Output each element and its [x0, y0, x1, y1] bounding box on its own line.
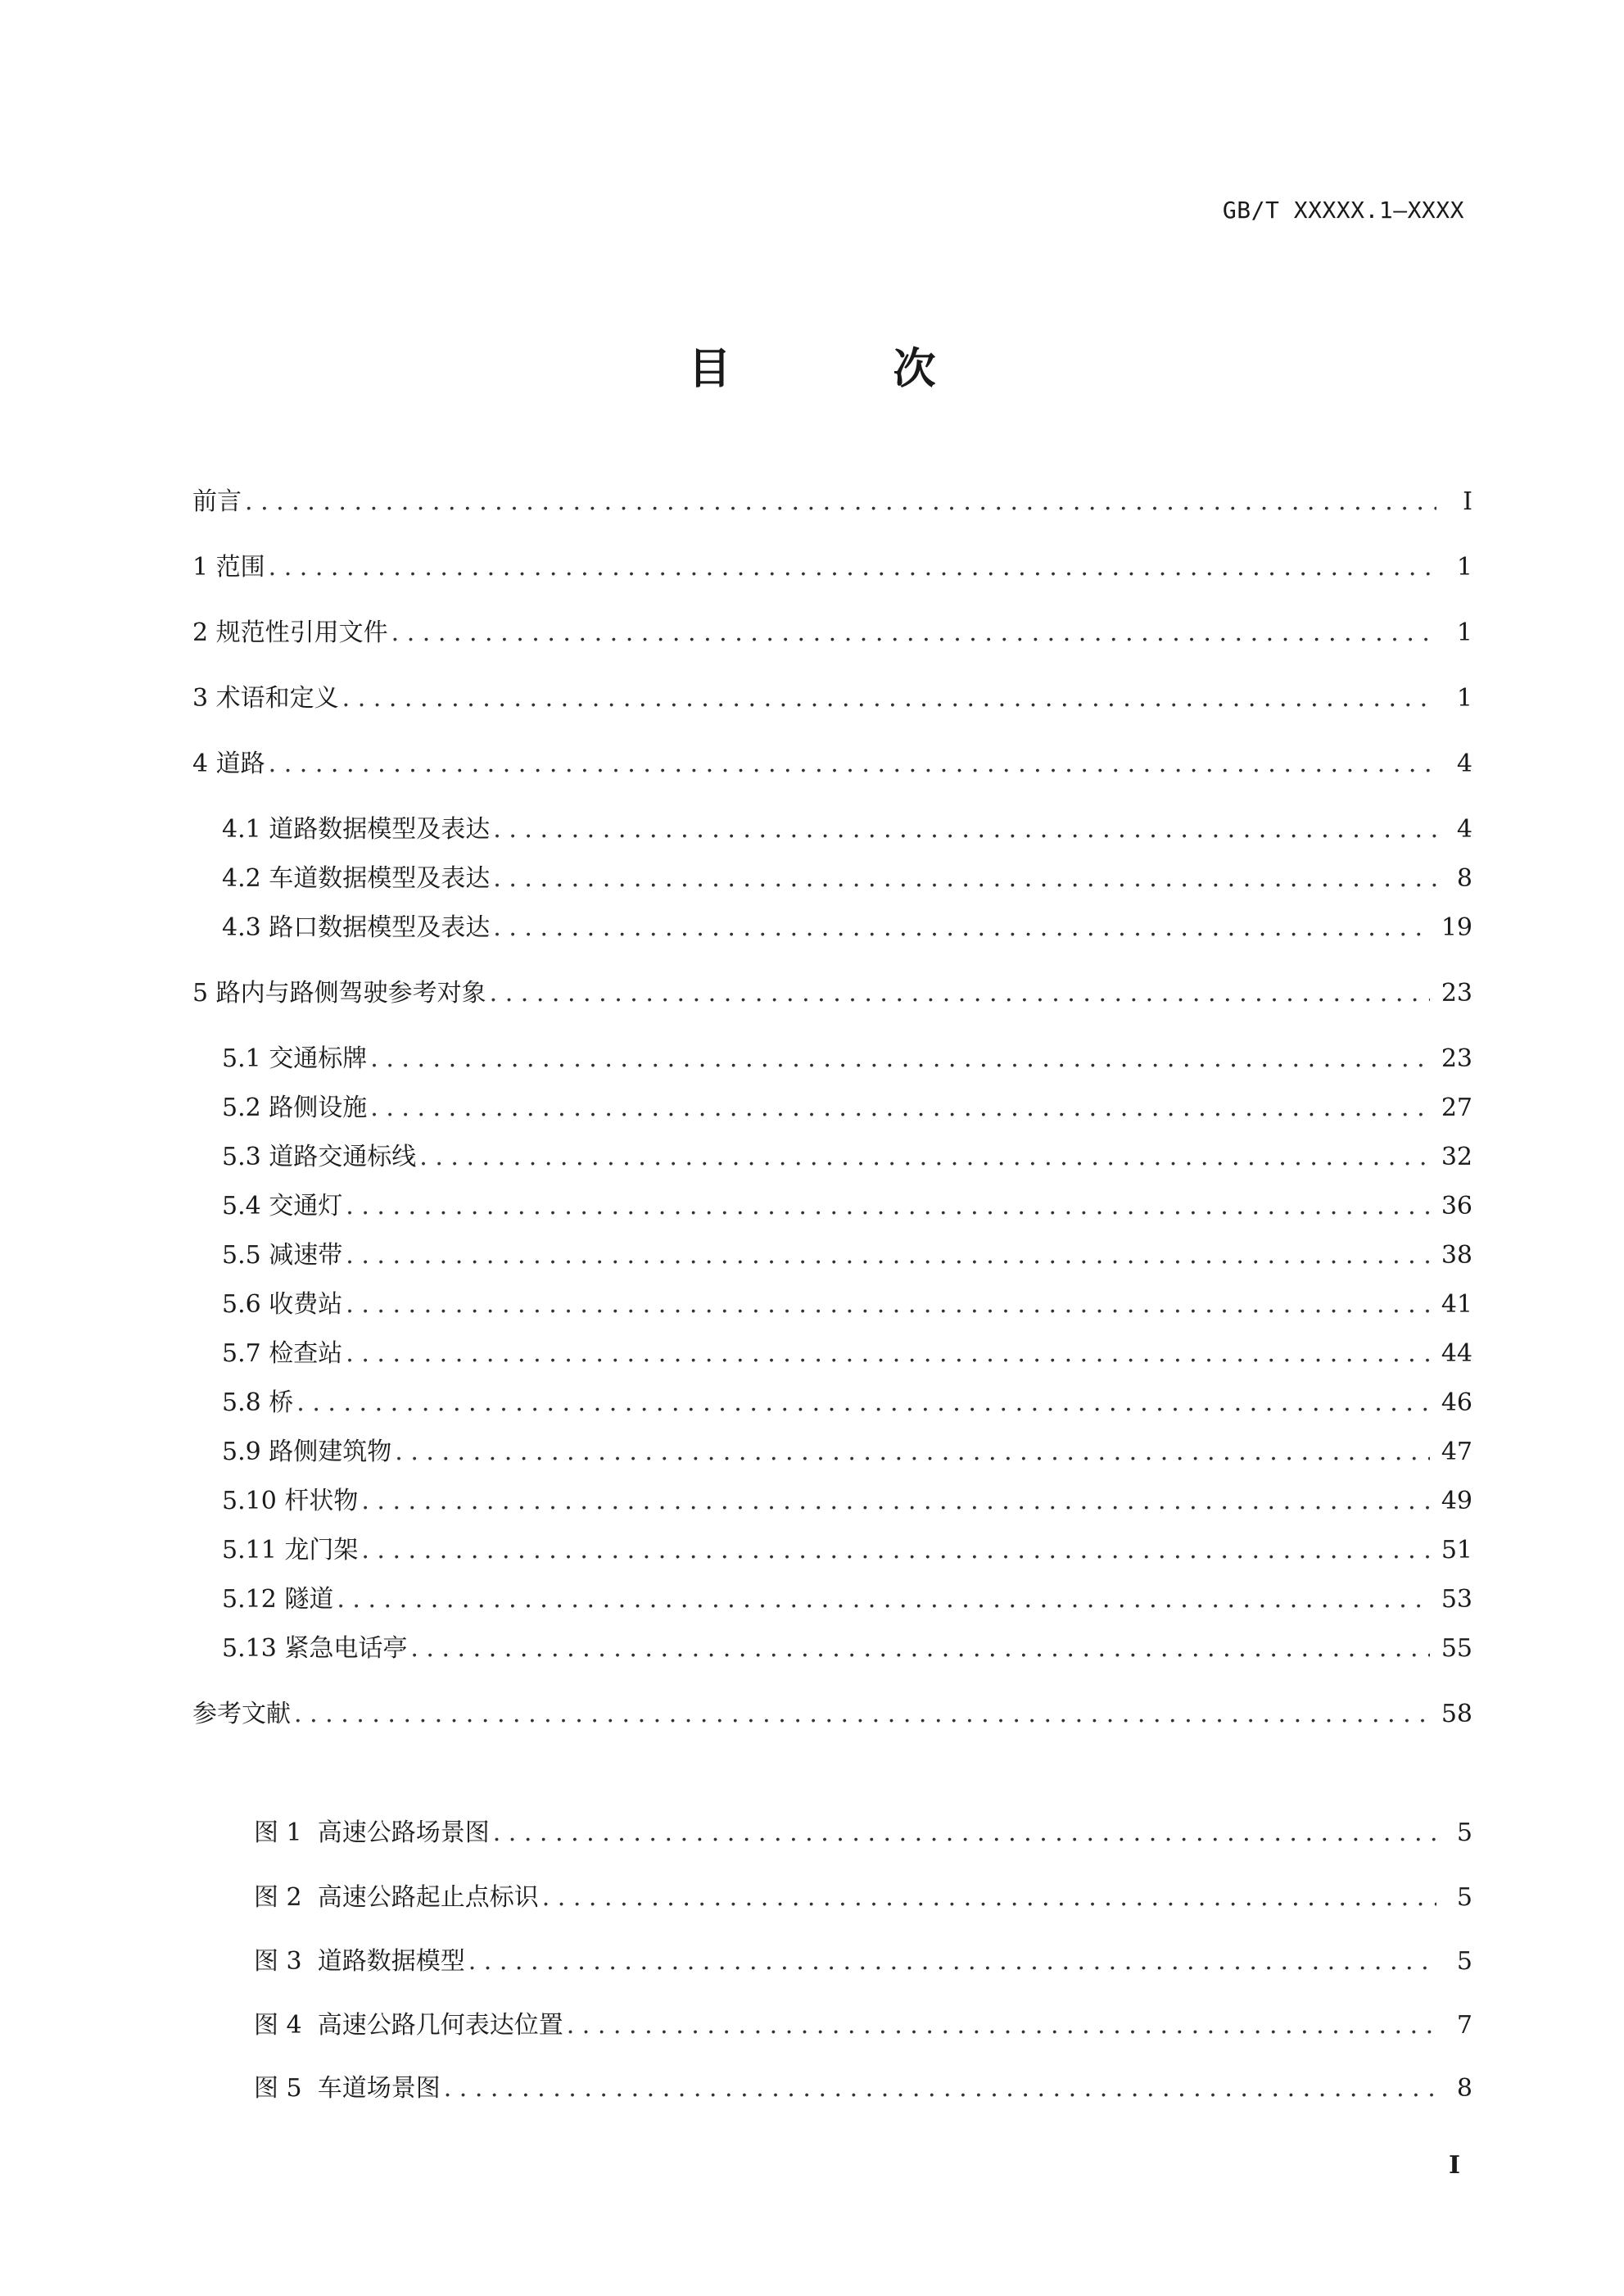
- toc-entry[interactable]: [192, 1698, 1472, 1731]
- toc-entry-label: 3 术语和定义: [192, 684, 339, 713]
- dot-leader: [370, 1043, 1430, 1076]
- toc-entry-label: 5.6 收费站: [222, 1290, 343, 1319]
- dot-leader: [269, 551, 1436, 584]
- toc-subentry[interactable]: [222, 863, 1472, 895]
- dot-leader: [346, 1288, 1430, 1321]
- figure-entry[interactable]: [254, 2009, 1472, 2042]
- dot-leader: [346, 1190, 1430, 1223]
- toc-entry-page: 51: [1441, 1536, 1472, 1565]
- toc-entry-label: 4.3 路口数据模型及表达: [222, 913, 491, 942]
- toc-subentry[interactable]: [222, 1190, 1472, 1223]
- dot-leader: [296, 1387, 1430, 1420]
- toc-entry-label: 5.2 路侧设施: [222, 1094, 368, 1122]
- toc-entry-page: 23: [1441, 1044, 1472, 1073]
- toc-subentry[interactable]: [222, 1387, 1472, 1420]
- dot-leader: [567, 2009, 1436, 2042]
- dot-leader: [419, 1141, 1430, 1174]
- toc-subentry[interactable]: [222, 1239, 1472, 1272]
- toc-entry-page: 38: [1441, 1241, 1472, 1270]
- toc-subentry[interactable]: [222, 1092, 1472, 1125]
- toc-entry-page: 4: [1456, 749, 1472, 778]
- toc-subentry[interactable]: [222, 1043, 1472, 1076]
- toc-subentry[interactable]: [222, 1633, 1472, 1665]
- dot-leader: [493, 912, 1430, 944]
- toc-entry-label: 4.1 道路数据模型及表达: [222, 815, 491, 844]
- toc-entry-page: 36: [1441, 1192, 1472, 1220]
- dot-leader: [493, 813, 1436, 846]
- figure-entry-label: 图 2 高速公路起止点标识: [254, 1883, 539, 1912]
- toc-entry-label: 5.13 紧急电话亭: [222, 1634, 408, 1663]
- toc-entry-label: 5.11 龙门架: [222, 1536, 359, 1565]
- toc-entry-page: 58: [1441, 1700, 1472, 1728]
- figure-entry-page: 5: [1456, 1818, 1472, 1847]
- toc-subentry[interactable]: [222, 912, 1472, 944]
- toc-entry-page: 27: [1441, 1094, 1472, 1122]
- figure-entry-page: 5: [1456, 1883, 1472, 1912]
- dot-leader: [468, 1945, 1436, 1978]
- toc-entry-label: 5 路内与路侧驾驶参考对象: [192, 979, 486, 1008]
- dot-leader: [493, 1817, 1436, 1850]
- toc-entry-label: 5.4 交通灯: [222, 1192, 343, 1220]
- toc-entry-label: 5.10 杆状物: [222, 1487, 359, 1515]
- toc-entry-page: 53: [1441, 1585, 1472, 1614]
- toc-subentry[interactable]: [222, 1583, 1472, 1616]
- figure-entry-page: 8: [1456, 2074, 1472, 2103]
- dot-leader: [493, 863, 1436, 895]
- toc-subentry[interactable]: [222, 1141, 1472, 1174]
- dot-leader: [294, 1698, 1430, 1731]
- toc-entry-label: 5.8 桥: [222, 1388, 294, 1417]
- figure-entry-label: 图 5 车道场景图: [254, 2074, 441, 2103]
- toc-entry[interactable]: [192, 682, 1472, 715]
- toc-entry-page: 4: [1456, 815, 1472, 844]
- figure-entry-page: 7: [1456, 2011, 1472, 2040]
- dot-leader: [444, 2072, 1436, 2105]
- toc-subentry[interactable]: [222, 813, 1472, 846]
- toc-entry-label: 5.3 道路交通标线: [222, 1143, 417, 1171]
- toc-entry-page: 1: [1456, 553, 1472, 582]
- dot-leader: [269, 748, 1436, 781]
- toc-subentry[interactable]: [222, 1534, 1472, 1567]
- toc-entry-page: 23: [1441, 979, 1472, 1008]
- figure-entry-label: 图 4 高速公路几何表达位置: [254, 2011, 563, 2040]
- dot-leader: [410, 1633, 1429, 1665]
- toc-entry-page: 1: [1456, 684, 1472, 713]
- toc-entry-label: 前言: [192, 487, 242, 516]
- figure-entry[interactable]: [254, 1945, 1472, 1978]
- toc-entry-label: 5.7 检查站: [222, 1339, 343, 1368]
- dot-leader: [361, 1485, 1429, 1518]
- toc-title: 目 次: [688, 345, 1010, 394]
- dot-leader: [346, 1338, 1430, 1370]
- figure-entry-label: 图 1 高速公路场景图: [254, 1818, 490, 1847]
- toc-entry-page: 46: [1441, 1388, 1472, 1417]
- figure-entry-page: 5: [1456, 1947, 1472, 1976]
- document-id: GB/T XXXXX.1—XXXX: [1222, 197, 1464, 224]
- toc-entry-page: 8: [1456, 864, 1472, 893]
- figure-entry[interactable]: [254, 2072, 1472, 2105]
- toc-entry-page: 44: [1441, 1339, 1472, 1368]
- toc-entry-label: 5.1 交通标牌: [222, 1044, 368, 1073]
- toc-subentry[interactable]: [222, 1485, 1472, 1518]
- dot-leader: [391, 617, 1436, 650]
- figure-entry-label: 图 3 道路数据模型: [254, 1947, 465, 1976]
- toc-entry-page: 32: [1441, 1143, 1472, 1171]
- dot-leader: [342, 682, 1436, 715]
- toc-entry-page: 55: [1441, 1634, 1472, 1663]
- dot-leader: [337, 1583, 1429, 1616]
- dot-leader: [245, 486, 1436, 519]
- toc-entry[interactable]: [192, 486, 1472, 519]
- toc-entry-page: 1: [1456, 618, 1472, 647]
- toc-subentry[interactable]: [222, 1436, 1472, 1469]
- dot-leader: [370, 1092, 1430, 1125]
- toc-entry[interactable]: [192, 617, 1472, 650]
- dot-leader: [542, 1882, 1436, 1914]
- toc-entry-page: 49: [1441, 1487, 1472, 1515]
- toc-entry[interactable]: [192, 551, 1472, 584]
- dot-leader: [361, 1534, 1429, 1567]
- toc-entry-page: 47: [1441, 1438, 1472, 1466]
- dot-leader: [490, 977, 1430, 1010]
- toc-entry-label: 4.2 车道数据模型及表达: [222, 864, 491, 893]
- toc-entry-label: 5.5 减速带: [222, 1241, 343, 1270]
- toc-entry-page: 19: [1441, 913, 1472, 942]
- dot-leader: [395, 1436, 1430, 1469]
- toc-entry[interactable]: [192, 748, 1472, 781]
- dot-leader: [346, 1239, 1430, 1272]
- figure-entry[interactable]: [254, 1817, 1472, 1850]
- toc-entry-label: 1 范围: [192, 553, 265, 582]
- toc-entry-label: 5.12 隧道: [222, 1585, 334, 1614]
- toc-entry-label: 2 规范性引用文件: [192, 618, 388, 647]
- toc-entry[interactable]: [192, 977, 1472, 1010]
- toc-entry-label: 5.9 路侧建筑物: [222, 1438, 392, 1466]
- toc-subentry[interactable]: [222, 1338, 1472, 1370]
- figure-entry[interactable]: [254, 1882, 1472, 1914]
- page-number: I: [1448, 2151, 1460, 2180]
- toc-entry-label: 4 道路: [192, 749, 265, 778]
- toc-entry-page: 41: [1441, 1290, 1472, 1319]
- toc-entry-page: I: [1463, 487, 1472, 516]
- toc-entry-label: 参考文献: [192, 1700, 291, 1728]
- toc-subentry[interactable]: [222, 1288, 1472, 1321]
